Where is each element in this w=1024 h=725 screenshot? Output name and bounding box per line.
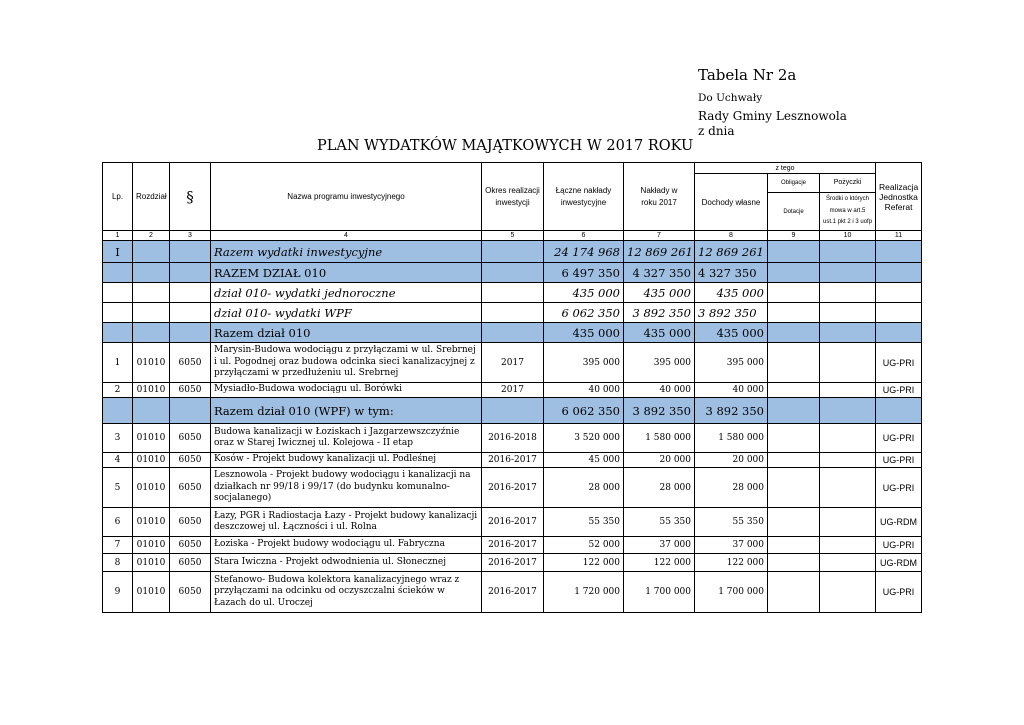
row-paragraf: 6050: [170, 572, 211, 613]
header-row: [103, 163, 922, 174]
date-label: z dnia: [698, 124, 735, 138]
razem-dzial-row: [103, 323, 922, 343]
wpf-naklady: 3 892 350: [624, 303, 695, 323]
col-header-pozyczki: Pożyczki: [820, 174, 876, 193]
row-rozdzial: 01010: [133, 343, 170, 383]
total-dochody: 12 869 261: [695, 241, 768, 263]
row-paragraf: 6050: [170, 468, 211, 508]
razem-wpf-naklady: 3 892 350: [624, 398, 695, 424]
col-header-z-tego: z tego: [695, 163, 876, 174]
col-number: 10: [820, 231, 876, 241]
row-naklady: 122 000: [624, 554, 695, 572]
row-lp: 3: [103, 424, 133, 453]
row-laczne: 122 000: [544, 554, 624, 572]
jednoroczne-laczne: 435 000: [544, 283, 624, 303]
col-number: 4: [211, 231, 482, 241]
row-okres: 2017: [482, 343, 544, 383]
row-rozdzial: 01010: [133, 508, 170, 537]
dzial-total-naklady: 4 327 350: [624, 263, 695, 283]
row-paragraf: 6050: [170, 554, 211, 572]
table-row: [103, 468, 922, 508]
row-ref: UG-PRI: [876, 453, 922, 468]
row-lp: 1: [103, 343, 133, 383]
resolution-label: Do Uchwały: [698, 92, 763, 104]
row-paragraf: 6050: [170, 508, 211, 537]
col-header-okres: Okres realizacji inwestycji: [482, 163, 544, 231]
col-header-srodki: Środki o których mowa w art.5 ust.1 pkt 2 i 3 uofp: [820, 193, 876, 231]
row-okres: 2016-2017: [482, 554, 544, 572]
row-lp: 6: [103, 508, 133, 537]
row-ref: UG-RDM: [876, 554, 922, 572]
row-naklady: 40 000: [624, 383, 695, 398]
dzial-total-name: RAZEM DZIAŁ 010: [211, 263, 482, 283]
row-dochody: 395 000: [695, 343, 768, 383]
total-lp: I: [103, 241, 133, 263]
row-name: Łoziska - Projekt budowy wodociągu ul. Fabryczna: [211, 537, 482, 554]
col-header-dotacje: Dotacje: [768, 193, 820, 231]
razem-wpf-dochody: 3 892 350: [695, 398, 768, 424]
table-row: [103, 453, 922, 468]
row-lp: 2: [103, 383, 133, 398]
row-name: Marysin-Budowa wodociągu z przyłączami w ul. Srebrnej i ul. Pogodnej oraz budowa odcinka sieci kanalizacyjnej z przyłączami w przedłużeniu ul. Srebrnej: [211, 343, 482, 383]
col-number: 6: [544, 231, 624, 241]
row-rozdzial: 01010: [133, 537, 170, 554]
row-ref: UG-PRI: [876, 572, 922, 613]
row-ref: UG-PRI: [876, 468, 922, 508]
row-naklady: 28 000: [624, 468, 695, 508]
row-dochody: 1 580 000: [695, 424, 768, 453]
row-ref: UG-PRI: [876, 537, 922, 554]
wpf-row: [103, 303, 922, 323]
total-name: Razem wydatki inwestycyjne: [211, 241, 482, 263]
row-laczne: 55 350: [544, 508, 624, 537]
col-header-naklady: Nakłady w roku 2017: [624, 163, 695, 231]
row-dochody: 122 000: [695, 554, 768, 572]
col-number: 2: [133, 231, 170, 241]
row-name: Łazy, PGR i Radiostacja Łazy - Projekt budowy kanalizacji deszczowej ul. Łączności i ul. Rolna: [211, 508, 482, 537]
row-name: Stara Iwiczna - Projekt odwodnienia ul. Słonecznej: [211, 554, 482, 572]
row-ref: UG-PRI: [876, 343, 922, 383]
row-okres: 2016-2017: [482, 508, 544, 537]
row-naklady: 55 350: [624, 508, 695, 537]
row-laczne: 3 520 000: [544, 424, 624, 453]
row-laczne: 395 000: [544, 343, 624, 383]
row-dochody: 1 700 000: [695, 572, 768, 613]
col-number: 11: [876, 231, 922, 241]
row-laczne: 40 000: [544, 383, 624, 398]
row-rozdzial: 01010: [133, 572, 170, 613]
razem-wpf-laczne: 6 062 350: [544, 398, 624, 424]
row-dochody: 40 000: [695, 383, 768, 398]
jednoroczne-dochody: 435 000: [695, 283, 768, 303]
razem-wpf-row: [103, 398, 922, 424]
row-ref: UG-PRI: [876, 383, 922, 398]
table-row: [103, 343, 922, 383]
col-header-paragraph: §: [170, 163, 211, 231]
row-lp: 8: [103, 554, 133, 572]
row-name: Kosów - Projekt budowy kanalizacji ul. Podleśnej: [211, 453, 482, 468]
col-number: 5: [482, 231, 544, 241]
col-header-lp: Lp.: [103, 163, 133, 231]
col-number: 3: [170, 231, 211, 241]
jednoroczne-row: [103, 283, 922, 303]
row-lp: 4: [103, 453, 133, 468]
table-row: [103, 424, 922, 453]
col-header-dochody: Dochody własne: [695, 174, 768, 231]
wpf-name: dział 010- wydatki WPF: [211, 303, 482, 323]
row-dochody: 28 000: [695, 468, 768, 508]
row-okres: 2016-2017: [482, 537, 544, 554]
total-naklady: 12 869 261: [624, 241, 695, 263]
row-name: Mysiadło-Budowa wodociągu ul. Borówki: [211, 383, 482, 398]
dzial-total-row: [103, 263, 922, 283]
table-row: [103, 554, 922, 572]
plan-title: PLAN WYDATKÓW MAJĄTKOWYCH W 2017 ROKU: [317, 138, 694, 154]
row-naklady: 20 000: [624, 453, 695, 468]
table-number-title: Tabela Nr 2a: [698, 66, 797, 84]
row-naklady: 395 000: [624, 343, 695, 383]
total-row: [103, 241, 922, 263]
table-row: [103, 572, 922, 613]
col-number: 7: [624, 231, 695, 241]
col-header-laczne: Łączne nakłady inwestycyjne: [544, 163, 624, 231]
column-number-row: [103, 231, 922, 241]
col-number: 8: [695, 231, 768, 241]
row-paragraf: 6050: [170, 424, 211, 453]
razem-dzial-dochody: 435 000: [695, 323, 768, 343]
row-laczne: 45 000: [544, 453, 624, 468]
table-row: [103, 537, 922, 554]
row-ref: UG-PRI: [876, 424, 922, 453]
col-header-obligacje: Obligacje: [768, 174, 820, 193]
row-name: Lesznowola - Projekt budowy wodociągu i kanalizacji na działkach nr 99/18 i 99/17 (do budynku komunalno-socjalanego): [211, 468, 482, 508]
col-number: 1: [103, 231, 133, 241]
razem-dzial-laczne: 435 000: [544, 323, 624, 343]
row-okres: 2016-2018: [482, 424, 544, 453]
row-lp: 9: [103, 572, 133, 613]
dzial-total-dochody: 4 327 350: [695, 263, 768, 283]
row-dochody: 55 350: [695, 508, 768, 537]
wpf-dochody: 3 892 350: [695, 303, 768, 323]
row-lp: 7: [103, 537, 133, 554]
row-paragraf: 6050: [170, 537, 211, 554]
jednoroczne-naklady: 435 000: [624, 283, 695, 303]
row-okres: 2016-2017: [482, 453, 544, 468]
razem-wpf-name: Razem dział 010 (WPF) w tym:: [211, 398, 482, 424]
row-paragraf: 6050: [170, 453, 211, 468]
row-naklady: 1 580 000: [624, 424, 695, 453]
row-name: Stefanowo- Budowa kolektora kanalizacyjnego wraz z przyłączami na odcinku od oczyszczalni ścieków w Łazach do ul. Uroczej: [211, 572, 482, 613]
row-dochody: 20 000: [695, 453, 768, 468]
row-paragraf: 6050: [170, 383, 211, 398]
row-naklady: 1 700 000: [624, 572, 695, 613]
row-rozdzial: 01010: [133, 383, 170, 398]
row-paragraf: 6050: [170, 343, 211, 383]
table-row: [103, 508, 922, 537]
row-okres: 2017: [482, 383, 544, 398]
row-laczne: 28 000: [544, 468, 624, 508]
row-rozdzial: 01010: [133, 554, 170, 572]
total-laczne: 24 174 968: [544, 241, 624, 263]
row-laczne: 52 000: [544, 537, 624, 554]
row-lp: 5: [103, 468, 133, 508]
wpf-laczne: 6 062 350: [544, 303, 624, 323]
row-naklady: 37 000: [624, 537, 695, 554]
col-number: 9: [768, 231, 820, 241]
row-rozdzial: 01010: [133, 453, 170, 468]
dzial-total-laczne: 6 497 350: [544, 263, 624, 283]
council-label: Rady Gminy Lesznowola: [698, 109, 847, 123]
expenditure-table: [102, 162, 922, 613]
row-dochody: 37 000: [695, 537, 768, 554]
razem-dzial-naklady: 435 000: [624, 323, 695, 343]
row-ref: UG-RDM: [876, 508, 922, 537]
col-header-nazwa: Nazwa programu inwestycyjnego: [211, 163, 482, 231]
jednoroczne-name: dział 010- wydatki jednoroczne: [211, 283, 482, 303]
row-okres: 2016-2017: [482, 572, 544, 613]
col-header-rozdzial: Rozdział: [133, 163, 170, 231]
razem-dzial-name: Razem dział 010: [211, 323, 482, 343]
row-name: Budowa kanalizacji w Łoziskach i Jazgarzewszczyźnie oraz w Starej Iwicznej ul. Kolejowa - II etap: [211, 424, 482, 453]
col-header-realizacja: Realizacja Jednostka Referat: [876, 163, 922, 231]
row-rozdzial: 01010: [133, 468, 170, 508]
row-laczne: 1 720 000: [544, 572, 624, 613]
table-row: [103, 383, 922, 398]
row-okres: 2016-2017: [482, 468, 544, 508]
row-rozdzial: 01010: [133, 424, 170, 453]
